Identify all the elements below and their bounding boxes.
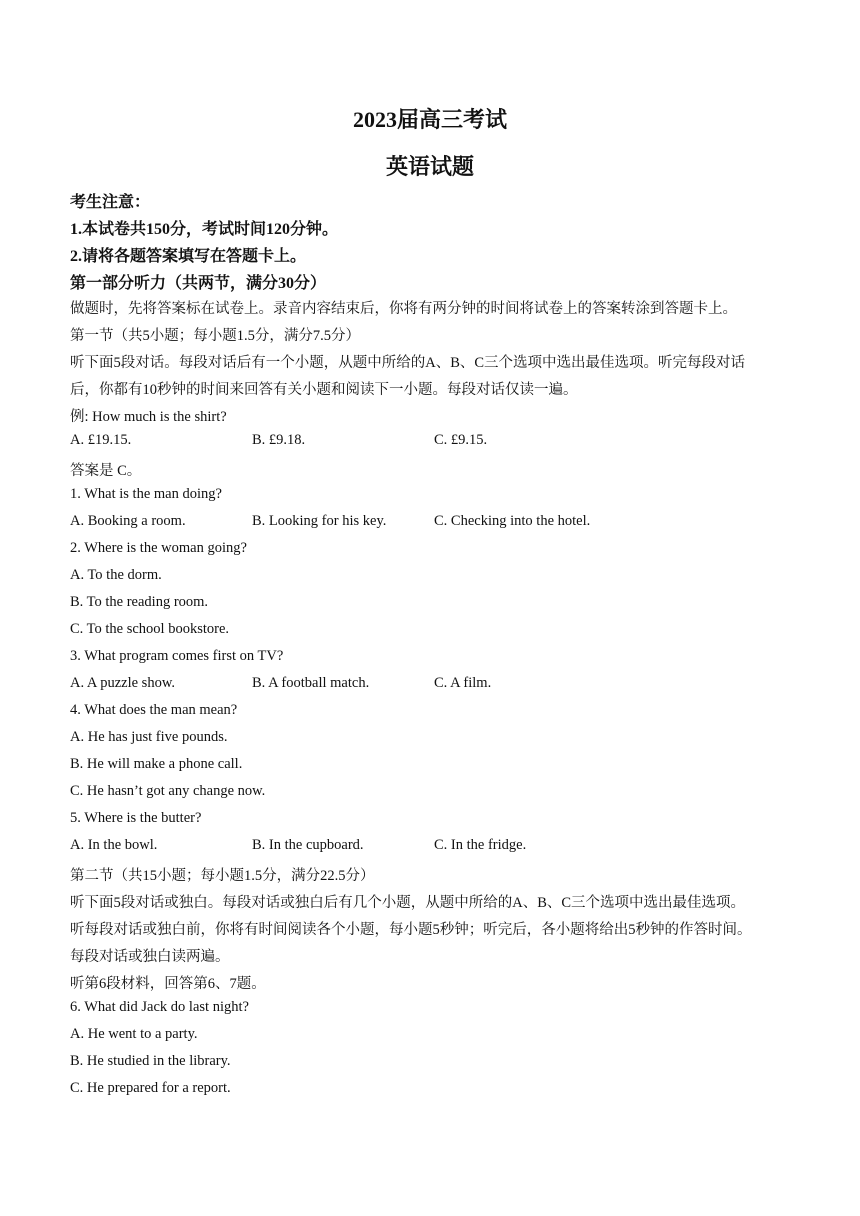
notice-item-2: 2.请将各题答案填写在答题卡上。 [70, 248, 307, 265]
option-b: B. To the reading room. [70, 594, 209, 610]
option-b: B. He will make a phone call. [70, 756, 243, 772]
material-6-heading: 听第6段材料，回答第6、7题。 [70, 976, 266, 992]
option-a: A. To the dorm. [70, 567, 162, 583]
section2-instruction: 每段对话或独白读两遍。 [70, 949, 230, 965]
section2-heading: 第二节（共15小题；每小题1.5分，满分22.5分） [70, 868, 375, 884]
option-a: A. Booking a room. [70, 513, 186, 529]
part1-heading: 第一部分听力（共两节，满分30分） [70, 275, 327, 292]
example-answer: 答案是 C。 [70, 463, 142, 479]
option-c: C. Checking into the hotel. [434, 513, 591, 529]
question-2: 2. Where is the woman going? [70, 540, 247, 556]
option-c: C. A film. [434, 675, 492, 691]
option-b: B. Looking for his key. [252, 513, 387, 529]
option-c: C. He hasn’t got any change now. [70, 783, 266, 799]
example-options [70, 432, 790, 449]
section1-heading: 第一节（共5小题；每小题1.5分，满分7.5分） [70, 328, 360, 344]
section1-instruction: 听下面5段对话。每段对话后有一个小题，从题中所给的A、B、C三个选项中选出最佳选项。听完每段对话 [70, 355, 746, 371]
option-b: B. He studied in the library. [70, 1053, 231, 1069]
option-c: C. He prepared for a report. [70, 1080, 231, 1096]
option-b: B. £9.18. [252, 432, 306, 448]
option-c: C. In the fridge. [434, 837, 527, 853]
example-question: 例: How much is the shirt? [70, 409, 227, 425]
option-b: B. In the cupboard. [252, 837, 364, 853]
question-1-options [70, 513, 790, 530]
option-c: C. £9.15. [434, 432, 488, 448]
option-a: A. £19.15. [70, 432, 132, 448]
option-a: A. He has just five pounds. [70, 729, 228, 745]
exam-subtitle: 英语试题 [385, 154, 474, 179]
section1-instruction: 后，你都有10秒钟的时间来回答有关小题和阅读下一小题。每段对话仅读一遍。 [70, 382, 578, 398]
question-3: 3. What program comes first on TV? [70, 648, 284, 664]
option-b: B. A football match. [252, 675, 370, 691]
question-5-options [70, 837, 790, 854]
question-3-options [70, 675, 790, 692]
part1-instruction: 做题时，先将答案标在试卷上。录音内容结束后，你将有两分钟的时间将试卷上的答案转涂到答题卡上。 [70, 301, 737, 317]
section2-instruction: 听下面5段对话或独白。每段对话或独白后有几个小题，从题中所给的A、B、C三个选项中选出最佳选项。 [70, 895, 746, 911]
option-c: C. To the school bookstore. [70, 621, 230, 637]
option-a: A. A puzzle show. [70, 675, 175, 691]
question-6: 6. What did Jack do last night? [70, 999, 249, 1015]
notice-heading: 考生注意： [70, 194, 151, 211]
option-a: A. In the bowl. [70, 837, 158, 853]
option-a: A. He went to a party. [70, 1026, 198, 1042]
question-4: 4. What does the man mean? [70, 702, 238, 718]
exam-title: 2023届高三考试 [352, 107, 507, 132]
section2-instruction: 听每段对话或独白前，你将有时间阅读各个小题，每小题5秒钟；听完后，各小题将给出5秒钟的作答时间。 [70, 922, 752, 938]
notice-item-1: 1.本试卷共150分，考试时间120分钟。 [70, 221, 339, 238]
question-5: 5. Where is the butter? [70, 810, 202, 826]
question-1: 1. What is the man doing? [70, 486, 222, 502]
